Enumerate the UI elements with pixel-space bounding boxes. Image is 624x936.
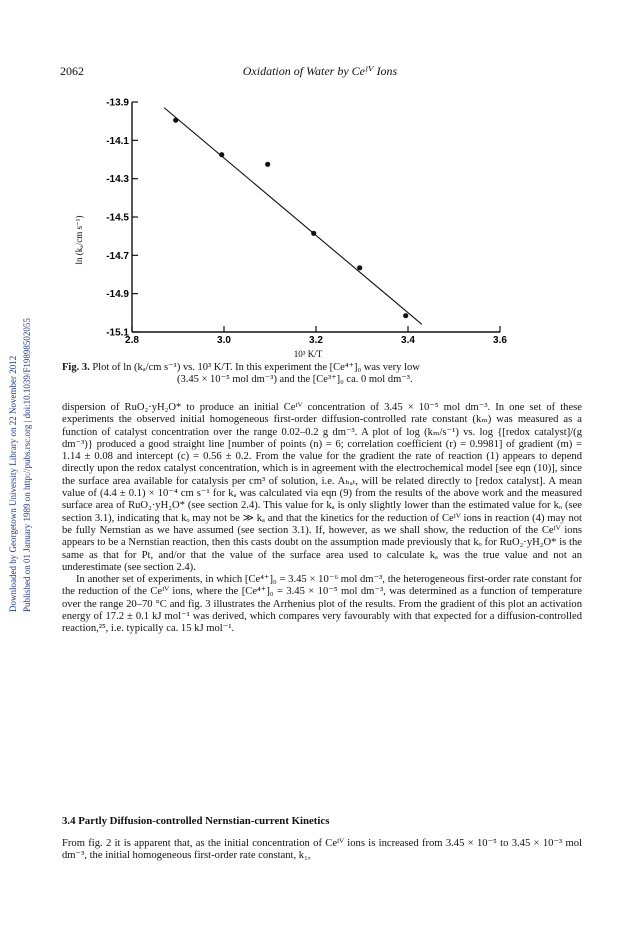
data-point [265, 162, 270, 167]
x-tick-label: 3.4 [401, 335, 415, 346]
data-point [403, 313, 408, 318]
y-tick-label: -14.7 [106, 250, 129, 262]
paragraph-1: dispersion of RuO₂·yH₂O* to produce an initial Ceᴵⱽ concentration of 3.45 × 10⁻⁵ mol dm⁻³. In one set of these experiments the observed initial homogeneous first-order diffusion-controlled rate constant (kₘ) was measured as a function of catalyst concentration over the range 0.02–0.2 g dm⁻³. A plot of log (kₘ/s⁻¹) vs. log {[redox catalyst]/(g dm⁻³)} produced a good straight line [number of points (n) = 6; correlation coefficient (r) = 0.9981] of gradient (m) = 1.14 ± 0.08 and intercept (c) = 0.56 ± 0.2. From the value for the gradient the rate of reaction (1) appears to depend directly upon the redox catalyst concentration, which is in agreement with the electrochemical model [see eqn (10)], since the surface area available for catalysis per cm³ of solution, i.e. Aₕₐₜ, will be related directly to [redox catalyst]. A mean value of (4.4 ± 0.1) × 10⁻⁴ cm s⁻¹ for kₐ was calculated via eqn (9) from the results of the above work and the measured surface area of RuO₂·yH₂O* (see section 2.4). This value for kₐ is only slightly lower than the estimated value for kₒ (see section 3.1), indicating that kₒ may not be ≫ kₐ and that the kinetics for the reduction of Ceᴵⱽ ions in reaction (4) may not be fully Nernstian as we have assumed (see section 3.1). If, however, as we shall show, the reduction of the Ceᴵⱽ ions appears to be a Nernstian reaction, then this casts doubt on the assumption made previously that kₒ for RuO₂·yH₂O* is the same as that for Pt, and/or that the value of the surface area used to calculate kₐ was the true value and not an underestimate (see section 2.4). [62, 402, 582, 573]
section-heading: 3.4 Partly Diffusion-controlled Nernstian-current Kinetics [62, 815, 330, 827]
y-tick-label: -14.9 [106, 289, 129, 301]
caption-line-1: Plot of ln (kₐ/cm s⁻¹) vs. 10³ K/T. In this experiment the [Ce⁴⁺]₀ was very low [92, 362, 420, 373]
y-tick-label: -15.1 [106, 327, 129, 339]
body-text-upper [62, 402, 582, 636]
data-point [357, 265, 362, 270]
body-text-lower [62, 838, 582, 863]
paragraph-3: From fig. 2 it is apparent that, as the initial concentration of Ceᴵⱽ ions is increased from 3.45 × 10⁻⁵ to 3.45 × 10⁻³ mol dm⁻³, the initial homogeneous first-order rate constant, k₁, [62, 838, 582, 862]
x-tick-label: 3.2 [309, 335, 323, 346]
y-tick-label: -13.9 [106, 97, 129, 109]
caption-label: Fig. 3. [62, 362, 90, 373]
sidebar-download-note[interactable]: Downloaded by Georgetown University Library on 22 November 2012 [8, 355, 18, 612]
caption-line-2: (3.45 × 10⁻⁵ mol dm⁻³) and the [Ce³⁺]₀ ca. 0 mol dm⁻³. [177, 374, 413, 385]
fit-line [164, 108, 422, 325]
sidebar-doi-link[interactable]: Published on 01 January 1989 on http://pubs.rsc.org | doi:10.1039/F19898502055 [22, 318, 32, 612]
arrhenius-plot [60, 92, 530, 360]
data-point [219, 152, 224, 157]
figure-caption [62, 362, 582, 386]
y-tick-label: -14.5 [106, 212, 129, 224]
x-tick-label: 2.8 [125, 335, 139, 346]
page-number: 2062 [60, 64, 84, 78]
running-title: Oxidation of Water by Ceᴵⱽ Ions [242, 64, 398, 78]
data-point [173, 118, 178, 123]
data-point [311, 231, 316, 236]
x-axis-label: 10³ K/T [293, 349, 323, 359]
y-axis-label: ln (kₐ/cm s⁻¹) [74, 215, 84, 265]
x-tick-label: 3.0 [217, 335, 231, 346]
download-sidebar [0, 0, 60, 700]
x-tick-label: 3.6 [493, 335, 507, 346]
page-header [60, 64, 580, 80]
y-tick-label: -14.3 [106, 174, 129, 186]
y-tick-label: -14.1 [106, 135, 129, 147]
paragraph-2: In another set of experiments, in which [Ce⁴⁺]₀ = 3.45 × 10⁻⁶ mol dm⁻³, the heterogeneous first-order rate constant for the reduction of the Ceᴵⱽ ions, where the [Ce⁴⁺]₀ = 3.45 × 10⁻⁵ mol dm⁻³, was determined as a function of temperature over the range 20–70 °C and fig. 3 illustrates the Arrhenius plot of the results. From the gradient of this plot an activation energy of 17.2 ± 0.1 kJ mol⁻¹ was derived, which compares very favourably with that expected for a diffusion-controlled reaction,²⁵, i.e. typically ca. 15 kJ mol⁻¹. [62, 574, 582, 635]
